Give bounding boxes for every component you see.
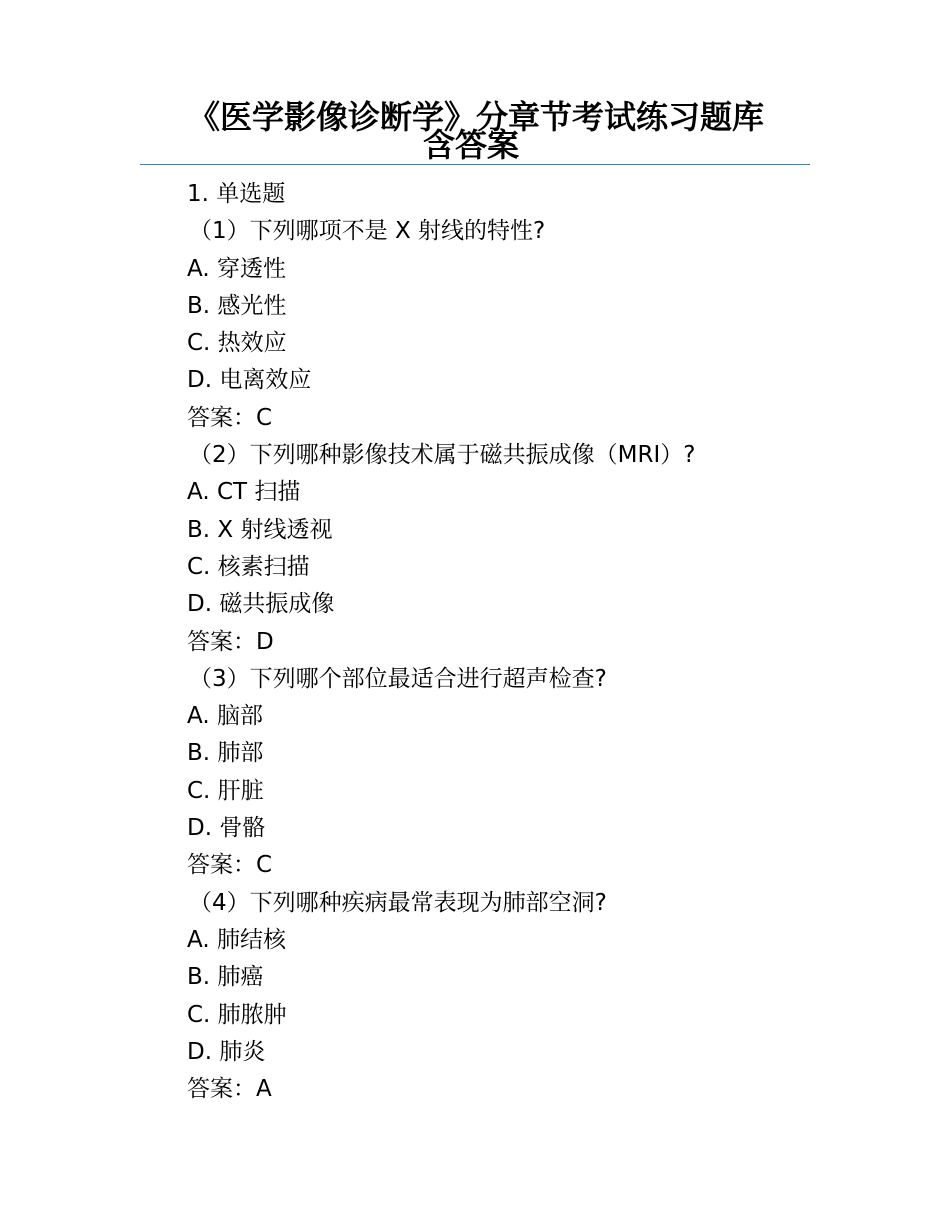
answer: 答案：C — [187, 852, 273, 879]
question-stem: （4）下列哪种疾病最常表现为肺部空洞? — [189, 889, 607, 916]
answer: 答案：D — [187, 628, 274, 655]
option-b: B. 肺部 — [187, 740, 264, 767]
option-c: C. 热效应 — [187, 330, 287, 357]
option-d: D. 电离效应 — [187, 367, 312, 394]
question-block — [187, 213, 827, 437]
page-title: 《医学影像诊断学》分章节考试练习题库 — [188, 98, 765, 136]
answer: 答案：C — [187, 404, 273, 431]
option-c: C. 核素扫描 — [187, 553, 310, 580]
option-c: C. 肝脏 — [187, 777, 264, 804]
question-stem: （2）下列哪种影像技术属于磁共振成像（MRI）? — [189, 442, 696, 469]
option-a: A. 肺结核 — [187, 926, 286, 953]
page-title-continuation: 含答案 — [423, 126, 520, 164]
answer: 答案：A — [187, 1076, 272, 1103]
question-block — [187, 661, 827, 885]
document-body — [187, 176, 827, 1108]
option-c: C. 肺脓肿 — [187, 1001, 287, 1028]
option-b: B. X 射线透视 — [187, 516, 333, 543]
question-stem: （1）下列哪项不是 X 射线的特性? — [189, 218, 546, 245]
option-a: A. CT 扫描 — [187, 479, 301, 506]
option-a: A. 脑部 — [187, 703, 263, 730]
option-b: B. 感光性 — [187, 292, 287, 319]
option-a: A. 穿透性 — [187, 255, 286, 282]
section-heading: 1. 单选题 — [187, 181, 286, 207]
title-block — [140, 100, 810, 165]
option-d: D. 骨骼 — [187, 815, 266, 842]
question-block — [187, 885, 827, 1109]
question-block — [187, 437, 827, 661]
option-d: D. 肺炎 — [187, 1038, 266, 1065]
option-d: D. 磁共振成像 — [187, 591, 335, 618]
option-b: B. 肺癌 — [187, 964, 264, 991]
question-stem: （3）下列哪个部位最适合进行超声检查? — [189, 665, 607, 692]
